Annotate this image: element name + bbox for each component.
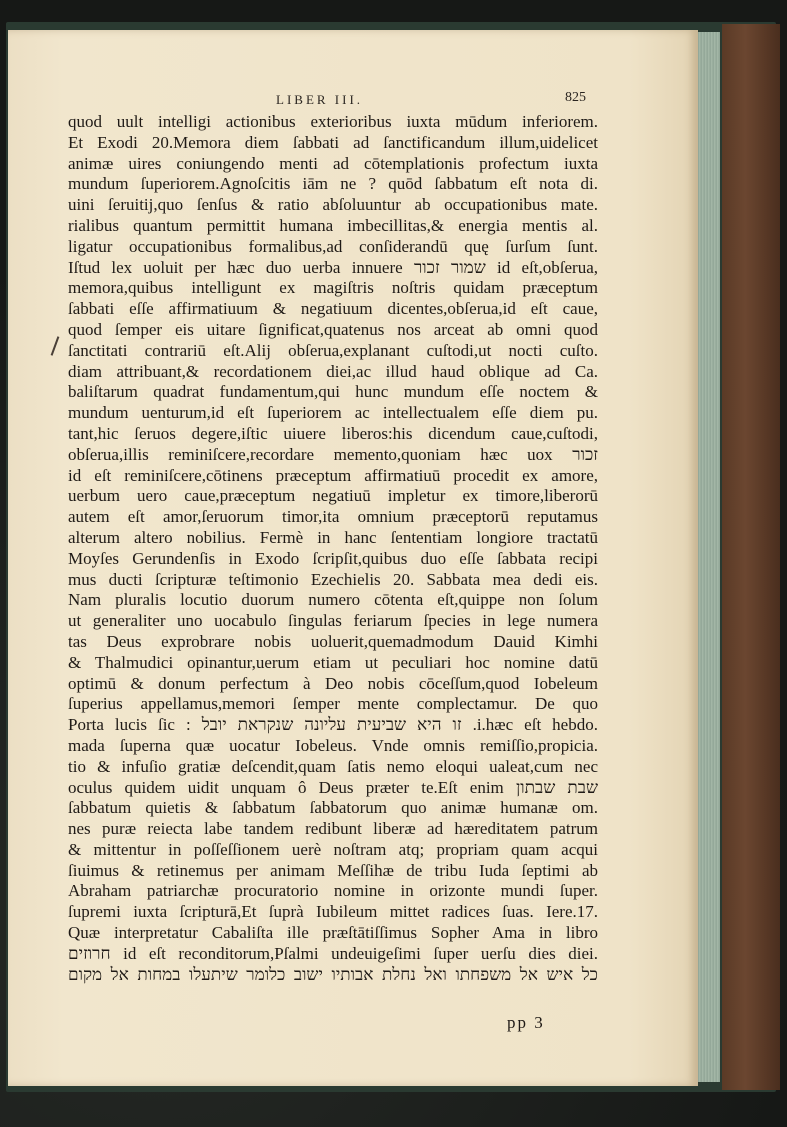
text-line: alterum altero nobilius. Fermè in hanc ſententiam longiore tractatū — [68, 527, 598, 547]
text-line: כל איש אל משפחתו ואל נחלת אבותיו ישוב כלומר שיתעלו במחות אל מקום — [68, 964, 598, 984]
text-line: & mittentur in poſſeſſionem uerè noſtram atq; propriam quam acqui — [68, 839, 598, 859]
text-line: animæ uires coniungendo menti ad cōtemplationis profectum iuxta — [68, 153, 598, 173]
body-text — [68, 112, 598, 985]
text-line: Quæ interpretatur Cabaliſta ille præſtātiſſimus Sopher Ama in libro — [68, 923, 598, 943]
text-line: ſuperius appellamus,memori ſemper mente complectamur. De quo — [68, 694, 598, 714]
text-line: tant,hic ſeruos degere,iſtic uiuere liberos:his dicendum caue,cuſtodi, — [68, 423, 598, 443]
text-line: tio & infuſio gratiæ deſcendit,quam ſatis nemo eloqui ualeat,cum nec — [68, 756, 598, 776]
text-line: ut generaliter uno uocabulo ſingulas feriarum ſpecies in lege numera — [68, 611, 598, 631]
text-line: quod uult intelligi actionibus exterioribus iuxta mūdum inferiorem. — [68, 112, 598, 131]
text-line: ligatur occupationibus formalibus,ad conſiderandū quę ſurſum ſunt. — [68, 236, 598, 256]
text-line: obſerua,illis reminiſcere,recordare memento,quoniam hæc uox זכור — [68, 444, 598, 464]
text-line: mundum uenturum,id eſt ſuperiorem ac intellectualem eſſe diem pu. — [68, 403, 598, 423]
book-spine-edge — [722, 24, 780, 1090]
text-line: ſiuimus & retinemus per animam Meſſihæ de tribu Iuda ſeptimi ab — [68, 860, 598, 880]
text-line: rialibus quantum permittit humana imbecillitas,& energia mentis al. — [68, 215, 598, 235]
text-line: autem eſt amor,ſeruorum timor,ita omnium præceptorū reputamus — [68, 507, 598, 527]
text-line: ſabbati eſſe affirmatiuum & negatiuum dicentes,obſerua,id eſt caue, — [68, 299, 598, 319]
text-line: mundum ſuperiorem.Agnoſcitis iām ne ? quōd ſabbatum eſt nota di. — [68, 174, 598, 194]
text-line: oculus quidem uidit unquam ô Deus præter te.Eſt enim שבת שבתון — [68, 777, 598, 797]
running-head: LIBER III. — [276, 92, 364, 107]
text-line: ſabbatum quietis & ſabbatum ſabbatorum quo animæ humanæ om. — [68, 798, 598, 818]
page-number: 825 — [565, 90, 586, 105]
text-line: Nam pluralis locutio duorum numero cōtenta eſt,quippe non ſolum — [68, 590, 598, 610]
text-line: Abraham patriarchæ procuratorio nomine in orizonte mundi ſuper. — [68, 881, 598, 901]
text-line: optimū & donum perfectum à Deo nobis cōceſſum,quod Iobeleum — [68, 673, 598, 693]
text-line: nes puræ reiecta labe tandem redibunt liberæ ad hæreditatem patrum — [68, 819, 598, 839]
text-line: חרוזים id eſt reconditorum,Pſalmi undeuigeſimi ſuper uerſu dies diei. — [68, 943, 598, 963]
text-line: mus ducti ſcripturæ teſtimonio Ezechielis 20. Sabbata mea dedi eis. — [68, 569, 598, 589]
text-line: Moyſes Gerundenſis in Exodo ſcripſit,quibus duo eſſe ſabbata recipi — [68, 548, 598, 568]
text-line: Iſtud lex uoluit per hæc duo uerba innuere שמור זכור id eſt,obſerua, — [68, 257, 598, 277]
text-line: & Thalmudici opinantur,uerum etiam ut peculiari hoc nomine datū — [68, 652, 598, 672]
text-line: uini ſeruitij,quo ſenſus & ratio abſoluuntur ab occupationibus mate. — [68, 195, 598, 215]
text-line: Et Exodi 20.Memora diem ſabbati ad ſanctificandum illum,uidelicet — [68, 132, 598, 152]
text-line: diam attribuant,& recordationem diei,ac illud haud oblique ad Ca. — [68, 361, 598, 381]
text-line: memora,quibus intelligunt ex magiſtris noſtris quidam præceptum — [68, 278, 598, 298]
text-line: id eſt reminiſcere,cōtinens præceptum affirmatiuū procedit ex amore, — [68, 465, 598, 485]
text-line: Porta lucis ſic : זו היא שביעית עליונה שנקראת יובל .i.hæc eſt hebdo. — [68, 715, 598, 735]
text-line: quod ſemper eis uitare ſignificat,quatenus nos arceat ab omni quod — [68, 319, 598, 339]
text-line: tas Deus exprobrare nobis uoluerit,quemadmodum Dauid Kimhi — [68, 631, 598, 651]
text-line: mada ſuperna quæ uocatur Iobeleus. Vnde omnis remiſſio,propicia. — [68, 735, 598, 755]
text-line: uerbum uero caue,præceptum negatiuū impletur ex timore,liberorū — [68, 486, 598, 506]
text-line: ſupremi iuxta ſcripturā,Et ſuprà Iubileum mittet radices ſuas. Iere.17. — [68, 902, 598, 922]
text-line: ſanctitati contrariū eſt.Alij obſerua,explanant cuſtodi,ut nocti cuſto. — [68, 340, 598, 360]
text-line: baliſtarum quadrat fundamentum,qui hunc mundum eſſe noctem & — [68, 382, 598, 402]
signature-mark: pp 3 — [507, 1013, 545, 1032]
